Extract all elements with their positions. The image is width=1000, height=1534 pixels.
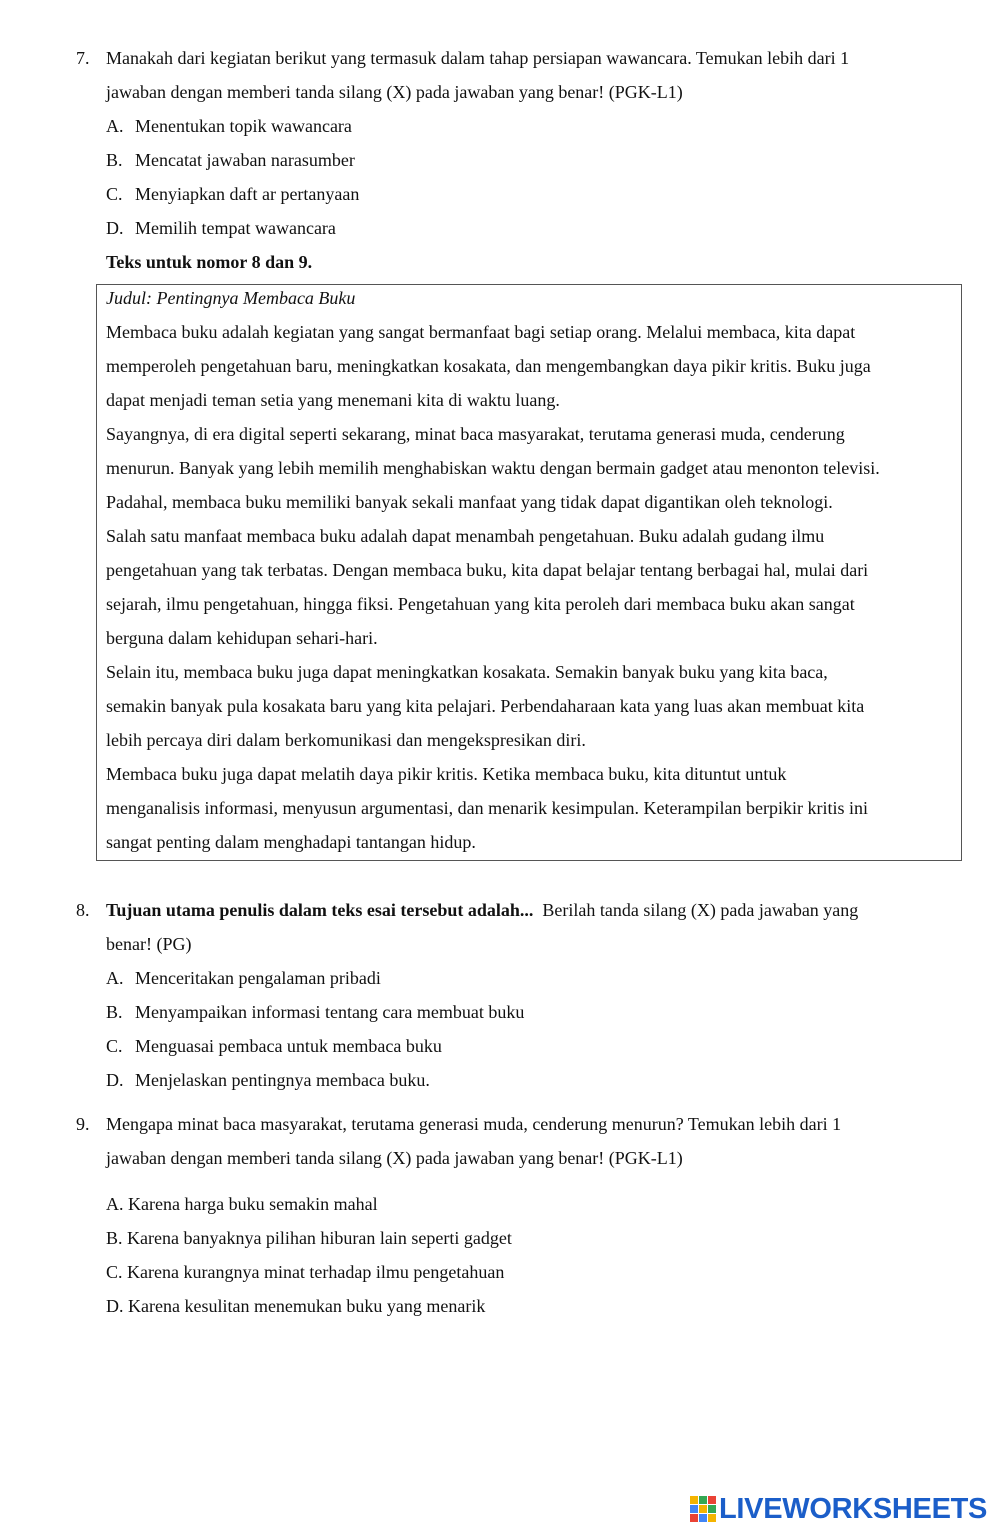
passage-heading: Teks untuk nomor 8 dan 9.: [106, 252, 313, 272]
q9-text-line1: Mengapa minat baca masyarakat, terutama generasi muda, cenderung menurun? Temukan lebih dari 1: [106, 1114, 842, 1134]
option-letter: D.: [106, 1070, 124, 1090]
option-text: Memilih tempat wawancara: [135, 218, 336, 238]
q8-text-line1: [106, 898, 858, 922]
passage-line: dapat menjadi teman setia yang menemani kita di waktu luang.: [106, 390, 560, 410]
q7-option-d[interactable]: [106, 216, 336, 240]
passage-line: sangat penting dalam menghadapi tantangan hidup.: [106, 832, 476, 852]
option-letter: A.: [106, 116, 124, 136]
liveworksheets-logo-icon: [690, 1496, 716, 1522]
option-text: Menguasai pembaca untuk membaca buku: [135, 1036, 442, 1056]
passage-line: Selain itu, membaca buku juga dapat meningkatkan kosakata. Semakin banyak buku yang kita baca,: [106, 662, 828, 682]
option-text: Menjelaskan pentingnya membaca buku.: [135, 1070, 430, 1090]
q8-text-line2: benar! (PG): [106, 934, 192, 954]
passage-line: Salah satu manfaat membaca buku adalah dapat menambah pengetahuan. Buku adalah gudang ilmu: [106, 526, 825, 546]
q8-instruction: Berilah tanda silang (X) pada jawaban yang: [542, 900, 859, 920]
passage-line: semakin banyak pula kosakata baru yang kita pelajari. Perbendaharaan kata yang luas akan membuat kita: [106, 696, 865, 716]
passage-line: Membaca buku adalah kegiatan yang sangat bermanfaat bagi setiap orang. Melalui membaca, kita dapat: [106, 322, 856, 342]
passage-title: Judul: Pentingnya Membaca Buku: [106, 288, 356, 308]
q7-option-a[interactable]: [106, 114, 352, 138]
passage-line: Padahal, membaca buku memiliki banyak sekali manfaat yang tidak dapat digantikan oleh teknologi.: [106, 492, 833, 512]
q8-number: 8.: [76, 900, 90, 920]
q8-option-c[interactable]: [106, 1034, 442, 1058]
passage-line: Membaca buku juga dapat melatih daya pikir kritis. Ketika membaca buku, kita dituntut untuk: [106, 764, 787, 784]
q9-text-line2: jawaban dengan memberi tanda silang (X) pada jawaban yang benar! (PGK-L1): [106, 1148, 683, 1168]
q7-option-b[interactable]: [106, 148, 355, 172]
q8-option-b[interactable]: [106, 1000, 524, 1024]
passage-line: pengetahuan yang tak terbatas. Dengan membaca buku, kita dapat belajar tentang berbagai hal, mulai dari: [106, 560, 869, 580]
q7-text-line2: jawaban dengan memberi tanda silang (X) pada jawaban yang benar! (PGK-L1): [106, 82, 683, 102]
passage-line: menurun. Banyak yang lebih memilih menghabiskan waktu dengan bermain gadget atau menonton televisi.: [106, 458, 880, 478]
q8-option-a[interactable]: [106, 966, 381, 990]
q9-option-c[interactable]: C. Karena kurangnya minat terhadap ilmu pengetahuan: [106, 1262, 505, 1282]
q7-option-c[interactable]: [106, 182, 359, 206]
option-text: Menyampaikan informasi tentang cara membuat buku: [135, 1002, 525, 1022]
option-letter: C.: [106, 184, 123, 204]
passage-line: sejarah, ilmu pengetahuan, hingga fiksi. Pengetahuan yang kita peroleh dari membaca buku akan sangat: [106, 594, 855, 614]
passage-line: lebih percaya diri dalam berkomunikasi dan mengekspresikan diri.: [106, 730, 586, 750]
option-letter: A.: [106, 968, 124, 988]
option-letter: B.: [106, 150, 123, 170]
q7-text-line1: Manakah dari kegiatan berikut yang termasuk dalam tahap persiapan wawancara. Temukan lebih dari 1: [106, 48, 850, 68]
q8-option-d[interactable]: [106, 1068, 430, 1092]
passage-line: Sayangnya, di era digital seperti sekarang, minat baca masyarakat, terutama generasi muda, cenderung: [106, 424, 845, 444]
option-letter: C.: [106, 1036, 123, 1056]
passage-line: berguna dalam kehidupan sehari-hari.: [106, 628, 378, 648]
logo-text: LIVEWORKSHEETS: [719, 1492, 988, 1525]
q9-option-d[interactable]: D. Karena kesulitan menemukan buku yang menarik: [106, 1296, 486, 1316]
option-text: Menyiapkan daft ar pertanyaan: [135, 184, 360, 204]
option-text: Menentukan topik wawancara: [135, 116, 352, 136]
liveworksheets-logo[interactable]: [690, 1493, 987, 1525]
passage-line: menganalisis informasi, menyusun argumentasi, dan menarik kesimpulan. Keterampilan berpikir kritis ini: [106, 798, 868, 818]
passage-line: memperoleh pengetahuan baru, meningkatkan kosakata, dan mengembangkan daya pikir kritis. Buku juga: [106, 356, 871, 376]
q9-option-a[interactable]: A. Karena harga buku semakin mahal: [106, 1194, 378, 1214]
option-text: Menceritakan pengalaman pribadi: [135, 968, 381, 988]
q9-number: 9.: [76, 1114, 90, 1134]
q9-option-b[interactable]: B. Karena banyaknya pilihan hiburan lain seperti gadget: [106, 1228, 512, 1248]
q7-number: 7.: [76, 48, 90, 68]
option-letter: D.: [106, 218, 124, 238]
option-letter: B.: [106, 1002, 123, 1022]
option-text: Mencatat jawaban narasumber: [135, 150, 355, 170]
q8-question-bold: Tujuan utama penulis dalam teks esai tersebut adalah...: [106, 900, 534, 920]
